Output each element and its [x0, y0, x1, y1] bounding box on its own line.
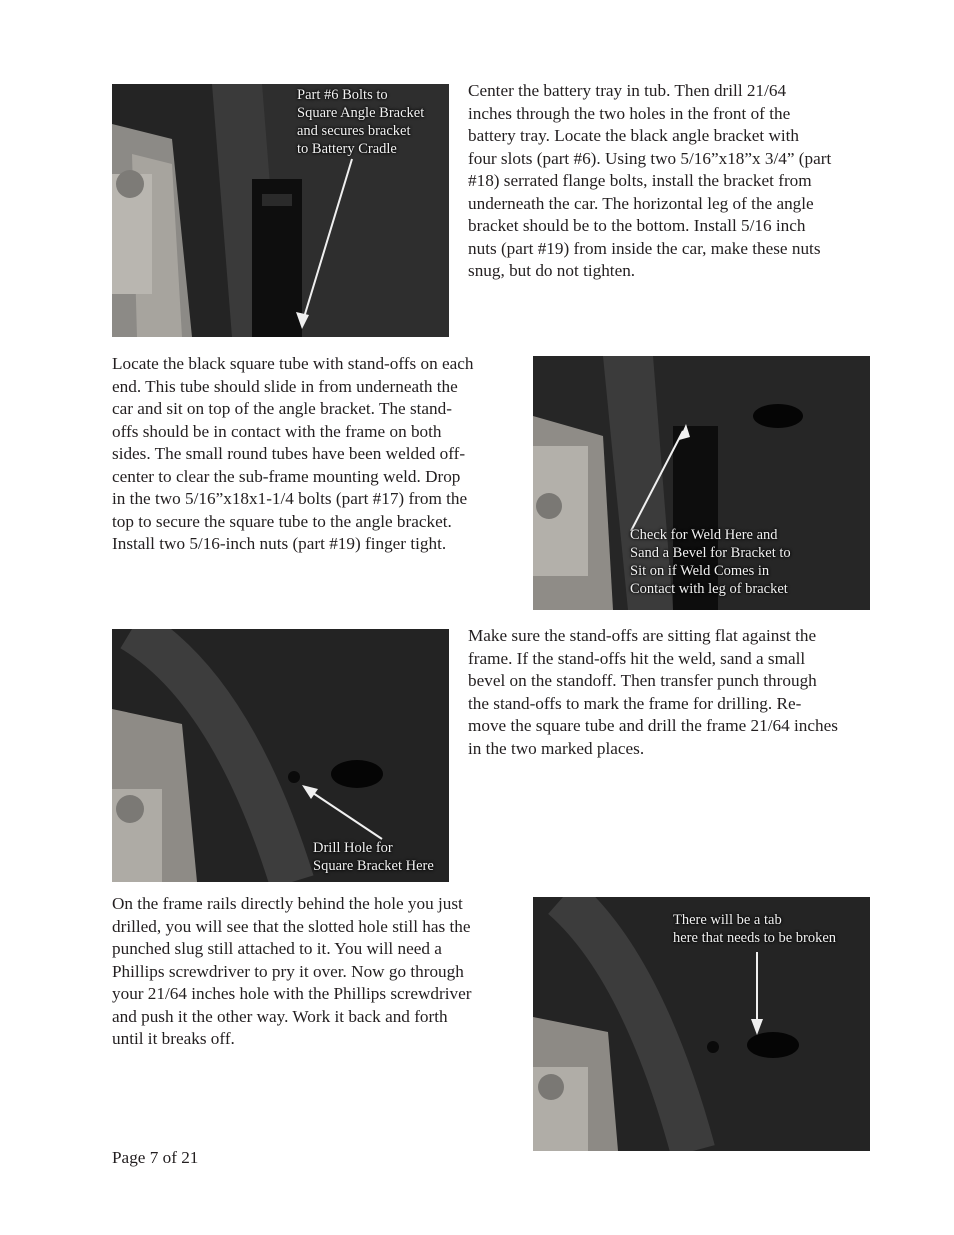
step-2-photo-caption: Check for Weld Here and Sand a Bevel for Bracket to Sit on if Weld Comes in Contact with leg of bracket: [630, 527, 791, 597]
step-2-text: Locate the black square tube with stand-offs on each end. This tube should slide in from underneath the car and sit on top of the angle bracket. The stand- offs should be in contact with the frame on both sides. The small round tubes have been welded off- center to clear the sub-frame mounting weld. Drop in the two 5/16”x18x1-1/4 bolts (part #17) from the top to secure the square tube to the angle bracket. Install two 5/16-inch nuts (part #19) finger tight.: [112, 354, 474, 553]
step-3-text: Make sure the stand-offs are sitting flat against the frame. If the stand-offs hit the weld, sand a small bevel on the standoff. Then transfer punch through the stand-offs to mark the frame for drilling. Re- move the square tube and drill the frame 21/64 inches in the two marked places.: [468, 626, 838, 758]
step-4-photo-caption: There will be a tab here that needs to be broken: [673, 912, 837, 946]
step-1-photo: [112, 84, 449, 337]
step-2-photo: [533, 356, 870, 610]
step-4-photo: [533, 897, 870, 1151]
page-number: Page 7 of 21: [112, 1148, 199, 1167]
step-3-photo: [112, 629, 449, 882]
step-3-photo-caption: Drill Hole for Square Bracket Here: [313, 840, 434, 874]
step-1-photo-caption: Part #6 Bolts to Square Angle Bracket and secures bracket to Battery Cradle: [297, 87, 425, 157]
step-4-text: On the frame rails directly behind the hole you just drilled, you will see that the slotted hole still has the punched slug still attached to it. You will need a Phillips screwdriver to pry it over. Now go through your 21/64 inches hole with the Phillips screwdriver and push it the other way. Work it back and forth until it breaks off.: [112, 894, 472, 1048]
step-1-text: Center the battery tray in tub. Then drill 21/64 inches through the two holes in the front of the battery tray. Locate the black angle bracket with four slots (part #6). Using two 5/16”x18”x 3/4” (part #18) serrated flange bolts, install the bracket from underneath the car. The horizontal leg of the angle bracket should be to the bottom. Install 5/16 inch nuts (part #19) from inside the car, make these nuts snug, but do not tighten.: [468, 81, 832, 280]
